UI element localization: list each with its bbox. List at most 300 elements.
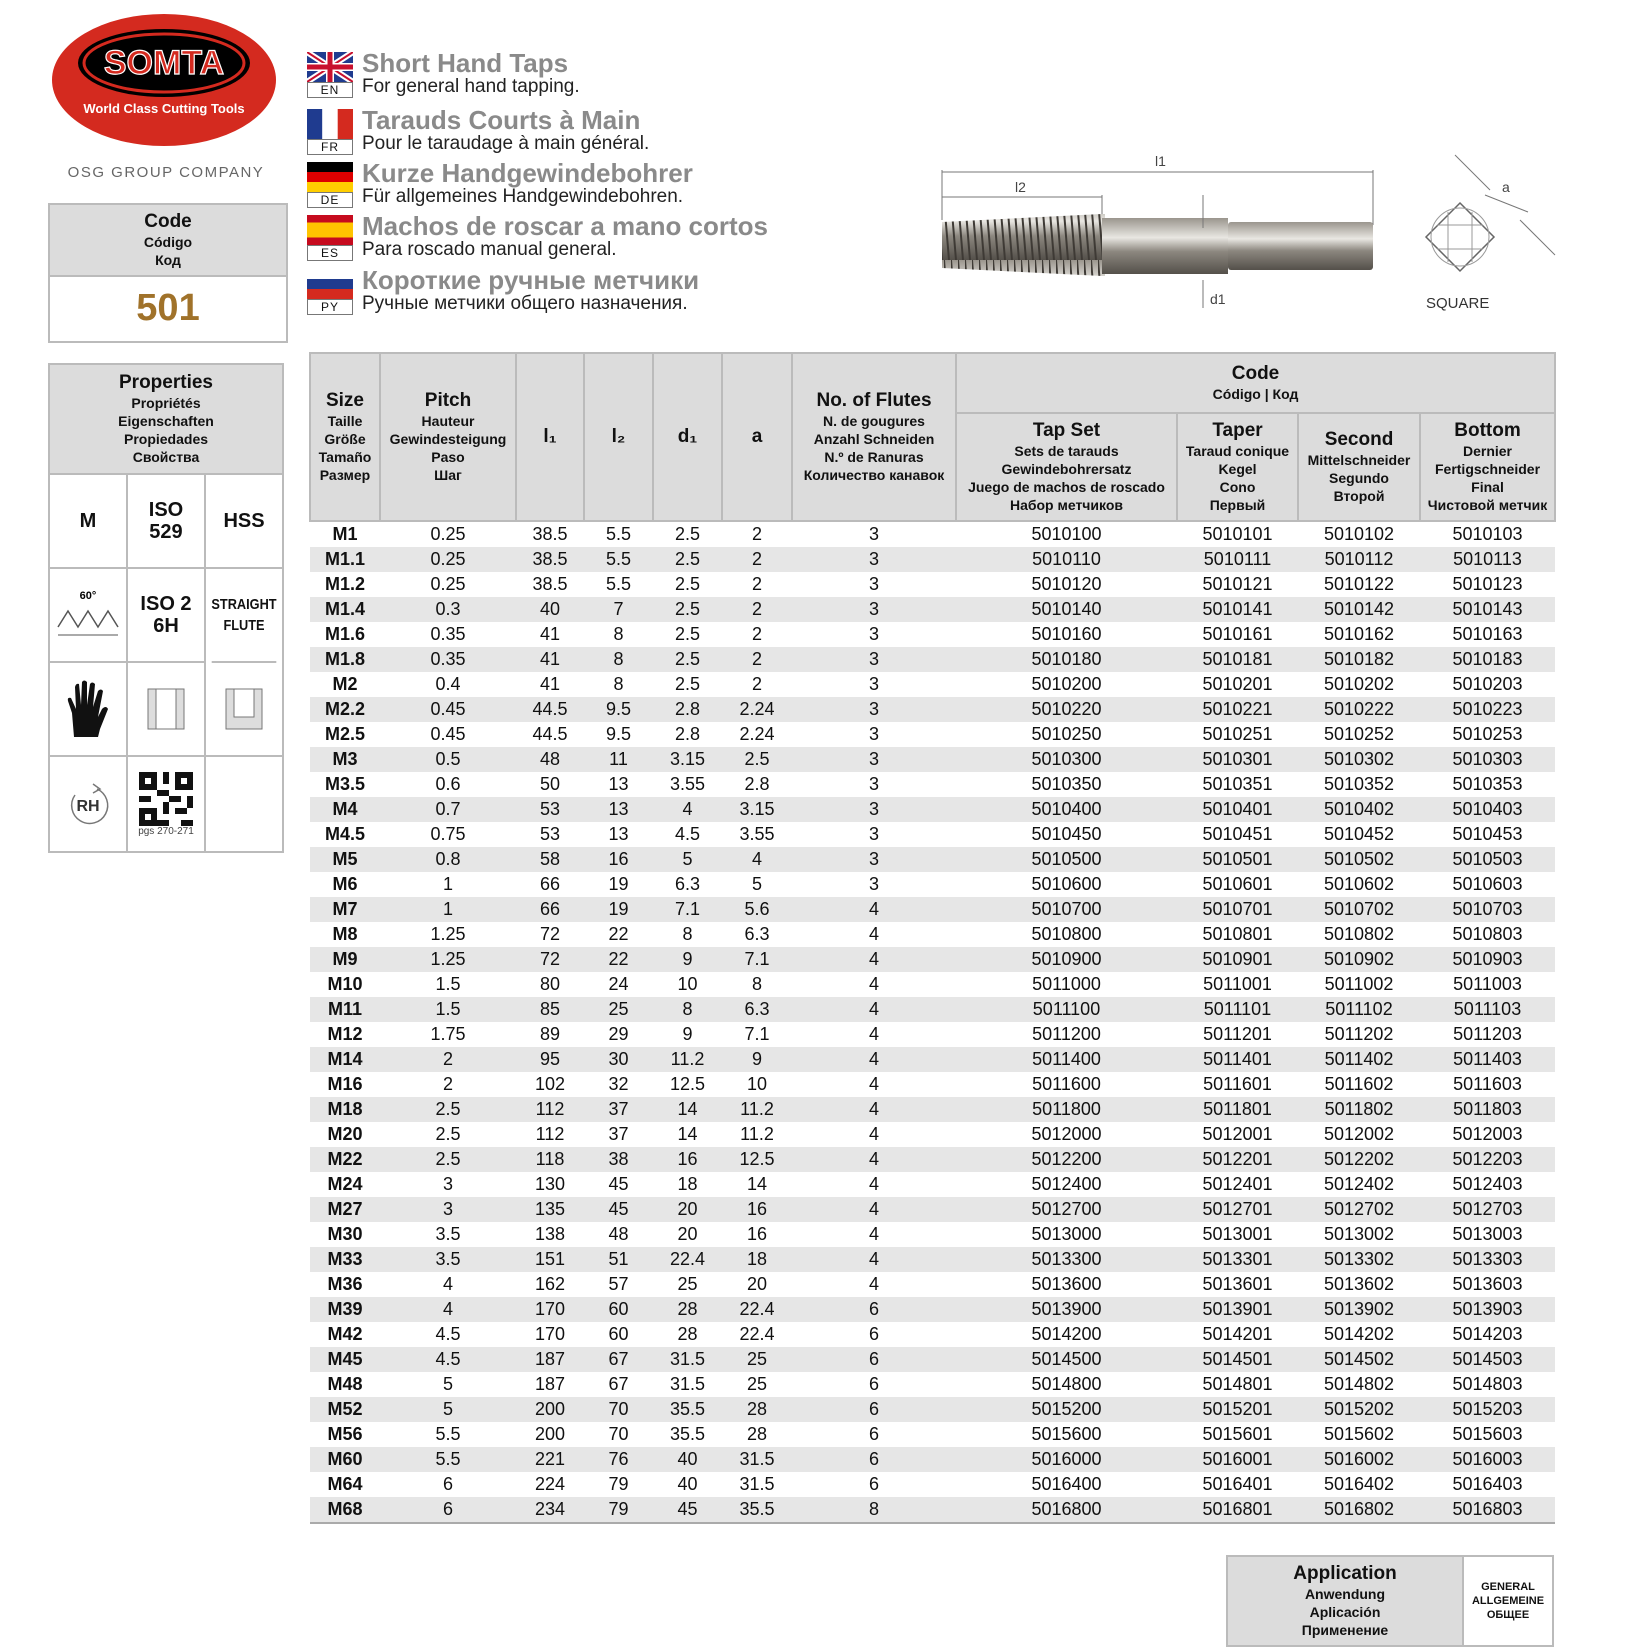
straight-flute-cell bbox=[212, 569, 277, 663]
cell-l1: 102 bbox=[534, 1074, 566, 1094]
cell-tap-set-code: 5010450 bbox=[1031, 824, 1102, 844]
table-row bbox=[310, 1122, 1555, 1147]
cell-d1: 2.5 bbox=[653, 597, 722, 622]
cell-second-code: 5013602 bbox=[1323, 1274, 1395, 1294]
cell-tap-set-code: 5010900 bbox=[956, 947, 1177, 972]
table-row bbox=[310, 1472, 1555, 1497]
cell-bottom-code: 5010103 bbox=[1452, 524, 1523, 544]
cell-l2: 9.5 bbox=[605, 724, 632, 744]
second-header-title: Second bbox=[1324, 429, 1394, 450]
lang-code: EN bbox=[307, 82, 353, 98]
cell-d1: 8 bbox=[653, 997, 722, 1022]
properties-subtitle: Eigenschaften bbox=[118, 413, 214, 429]
subtitle-text: Für allgemeines Handgewindebohren. bbox=[362, 186, 684, 207]
cell-l2: 8 bbox=[613, 624, 624, 644]
cell-taper-code: 5010251 bbox=[1202, 724, 1273, 744]
cell-d1: 10 bbox=[677, 974, 698, 994]
cell-l2: 25 bbox=[584, 997, 653, 1022]
cell-l2: 48 bbox=[608, 1224, 629, 1244]
cell-a: 2 bbox=[722, 547, 792, 572]
cell-second-code: 5010222 bbox=[1298, 697, 1420, 722]
cell-l1: 38.5 bbox=[532, 574, 568, 594]
cell-l1: 95 bbox=[516, 1047, 584, 1072]
l1-header: l₁ bbox=[543, 426, 557, 447]
cell-bottom-code: 5010223 bbox=[1420, 697, 1555, 722]
cell-size: M68 bbox=[310, 1497, 380, 1523]
cell-tap-set-code: 5013000 bbox=[1031, 1224, 1102, 1244]
cell-tap-set-code: 5010700 bbox=[956, 897, 1177, 922]
cell-d1: 20 bbox=[677, 1224, 698, 1244]
iso529-line2: 529 bbox=[149, 521, 183, 543]
cell-taper-code: 5011401 bbox=[1177, 1047, 1298, 1072]
cell-l2: 67 bbox=[584, 1347, 653, 1372]
cell-l2: 70 bbox=[608, 1424, 629, 1444]
cell-a: 22.4 bbox=[739, 1324, 775, 1344]
cell-size: M1 bbox=[332, 524, 358, 544]
cell-l1: 224 bbox=[534, 1474, 566, 1494]
cell-taper-code: 5016801 bbox=[1177, 1497, 1298, 1523]
table-row bbox=[310, 547, 1555, 572]
cell-l2: 13 bbox=[584, 797, 653, 822]
cell-taper-code: 5011601 bbox=[1203, 1074, 1272, 1094]
germany-flag-icon bbox=[307, 162, 353, 192]
cell-l2: 7 bbox=[584, 597, 653, 622]
cell-taper-code: 5010301 bbox=[1177, 747, 1298, 772]
cell-taper-code: 5010801 bbox=[1202, 924, 1273, 944]
specification-table bbox=[309, 352, 1556, 1524]
cell-bottom-code: 5015603 bbox=[1452, 1424, 1523, 1444]
table-row bbox=[310, 1097, 1555, 1122]
cell-flutes: 3 bbox=[868, 874, 879, 894]
subtitle-text: Para roscado manual general. bbox=[362, 239, 617, 260]
hand-use-cell bbox=[50, 663, 128, 757]
cell-l1: 40 bbox=[516, 597, 584, 622]
france-flag-icon bbox=[307, 109, 353, 139]
cell-size: M39 bbox=[310, 1297, 380, 1322]
thread-angle-cell bbox=[50, 569, 128, 663]
cell-a: 12.5 bbox=[722, 1147, 792, 1172]
cell-size: M1.6 bbox=[324, 624, 366, 644]
col-bottom bbox=[1420, 413, 1555, 521]
cell-l1: 170 bbox=[516, 1297, 584, 1322]
cell-pitch: 4.5 bbox=[380, 1347, 516, 1372]
cell-l1: 135 bbox=[516, 1197, 584, 1222]
application-subtitle: Aplicación bbox=[1309, 1604, 1381, 1620]
cell-taper-code: 5012401 bbox=[1202, 1174, 1273, 1194]
col-pitch bbox=[380, 353, 516, 521]
catalog-pages: pgs 270-271 bbox=[138, 825, 194, 837]
right-hand-rotation-icon bbox=[63, 779, 113, 829]
l2-header: l₂ bbox=[611, 426, 626, 447]
cell-second-code: 5011202 bbox=[1324, 1024, 1394, 1044]
cell-pitch: 3 bbox=[442, 1174, 453, 1194]
cell-second-code: 5010902 bbox=[1298, 947, 1420, 972]
cell-flutes: 6 bbox=[792, 1447, 956, 1472]
subtitle-text: Pour le taraudage à main général. bbox=[362, 133, 650, 154]
cell-tap-set-code: 5010300 bbox=[956, 747, 1177, 772]
cell-flutes: 3 bbox=[868, 774, 879, 794]
cell-bottom-code: 5013303 bbox=[1420, 1247, 1555, 1272]
cell-second-code: 5010112 bbox=[1298, 547, 1420, 572]
cell-flutes: 3 bbox=[792, 647, 956, 672]
tapset-header-sub: Набор метчиков bbox=[1009, 497, 1124, 513]
cell-bottom-code: 5010503 bbox=[1420, 847, 1555, 872]
cell-bottom-code: 5011603 bbox=[1453, 1074, 1522, 1094]
cell-tap-set-code: 5012000 bbox=[1031, 1124, 1102, 1144]
cell-l2: 8 bbox=[613, 674, 624, 694]
table-row bbox=[310, 722, 1555, 747]
table-row bbox=[310, 1222, 1555, 1247]
cell-l1: 44.5 bbox=[516, 697, 584, 722]
cell-flutes: 3 bbox=[792, 747, 956, 772]
cell-second-code: 5016402 bbox=[1323, 1474, 1395, 1494]
cell-l2: 30 bbox=[584, 1047, 653, 1072]
table-row bbox=[310, 1272, 1555, 1297]
cell-second-code: 5011802 bbox=[1298, 1097, 1420, 1122]
table-row bbox=[310, 1147, 1555, 1172]
cell-d1: 12.5 bbox=[669, 1074, 706, 1094]
svg-text:World Class Cutting Tools: World Class Cutting Tools bbox=[83, 101, 245, 116]
cell-d1: 3.15 bbox=[653, 747, 722, 772]
table-row bbox=[310, 1397, 1555, 1422]
cell-size: M27 bbox=[310, 1197, 380, 1222]
cell-a: 35.5 bbox=[722, 1497, 792, 1523]
cell-pitch: 1.75 bbox=[430, 1024, 466, 1044]
table-row bbox=[310, 972, 1555, 997]
cell-tap-set-code: 5011400 bbox=[956, 1047, 1177, 1072]
cell-tap-set-code: 5016400 bbox=[1031, 1474, 1102, 1494]
cell-d1: 9 bbox=[653, 947, 722, 972]
cell-l1: 66 bbox=[539, 874, 561, 894]
table-row bbox=[310, 622, 1555, 647]
cell-l2: 70 bbox=[584, 1397, 653, 1422]
cell-d1: 2.5 bbox=[653, 547, 722, 572]
cell-a: 2.5 bbox=[722, 747, 792, 772]
cell-second-code: 5010352 bbox=[1323, 774, 1395, 794]
cell-l1: 80 bbox=[539, 974, 561, 994]
cell-d1: 9 bbox=[682, 1024, 693, 1044]
cell-d1: 7.1 bbox=[653, 897, 722, 922]
blind-hole-icon bbox=[224, 687, 264, 731]
title-ru bbox=[307, 265, 1027, 323]
cell-a: 5 bbox=[751, 874, 762, 894]
cell-d1: 45 bbox=[653, 1497, 722, 1523]
cell-pitch: 5.5 bbox=[435, 1424, 461, 1444]
cell-l1: 187 bbox=[534, 1374, 566, 1394]
cell-a: 2.24 bbox=[739, 724, 775, 744]
cell-second-code: 5013302 bbox=[1298, 1247, 1420, 1272]
table-row bbox=[310, 847, 1555, 872]
taper-header-title: Taper bbox=[1212, 420, 1263, 441]
cell-taper-code: 5011001 bbox=[1203, 974, 1272, 994]
cell-flutes: 4 bbox=[868, 1174, 879, 1194]
cell-l2: 67 bbox=[608, 1374, 629, 1394]
cell-taper-code: 5013301 bbox=[1177, 1247, 1298, 1272]
cell-l2: 24 bbox=[608, 974, 629, 994]
cell-bottom-code: 5012703 bbox=[1420, 1197, 1555, 1222]
cell-tap-set-code: 5012400 bbox=[1031, 1174, 1102, 1194]
cell-flutes: 6 bbox=[868, 1374, 879, 1394]
cell-second-code: 5012702 bbox=[1298, 1197, 1420, 1222]
cell-pitch: 6 bbox=[380, 1497, 516, 1523]
flutes-header-sub: Anzahl Schneiden bbox=[813, 431, 935, 447]
right-hand-cell bbox=[50, 757, 128, 851]
code-box-header bbox=[50, 205, 286, 277]
cell-l2: 60 bbox=[608, 1324, 629, 1344]
cell-d1: 2.5 bbox=[674, 524, 701, 544]
cell-size: M14 bbox=[310, 1047, 380, 1072]
cell-tap-set-code: 5010100 bbox=[1031, 524, 1102, 544]
table-row bbox=[310, 1447, 1555, 1472]
metric-thread-cell: M bbox=[50, 475, 128, 569]
cell-size: M52 bbox=[310, 1397, 380, 1422]
cell-second-code: 5010302 bbox=[1298, 747, 1420, 772]
cell-a: 2 bbox=[751, 524, 762, 544]
title-de bbox=[307, 158, 1027, 216]
cell-d1: 4.5 bbox=[674, 824, 701, 844]
cell-pitch: 2.5 bbox=[435, 1124, 461, 1144]
table-row bbox=[310, 772, 1555, 797]
cell-l1: 200 bbox=[534, 1424, 566, 1444]
cell-pitch: 0.3 bbox=[380, 597, 516, 622]
cell-taper-code: 5010161 bbox=[1202, 624, 1273, 644]
cell-bottom-code: 5011803 bbox=[1420, 1097, 1555, 1122]
subtitle-text: Ручные метчики общего назначения. bbox=[362, 293, 688, 314]
table-row bbox=[310, 1172, 1555, 1197]
title-text: Kurze Handgewindebohrer bbox=[362, 158, 693, 188]
cell-taper-code: 5015601 bbox=[1202, 1424, 1273, 1444]
cell-size: M4 bbox=[310, 797, 380, 822]
cell-pitch: 0.45 bbox=[430, 724, 466, 744]
cell-d1: 2.5 bbox=[653, 647, 722, 672]
cell-taper-code: 5010221 bbox=[1177, 697, 1298, 722]
cell-tap-set-code: 5010800 bbox=[1031, 924, 1102, 944]
taper-header-sub: Kegel bbox=[1218, 461, 1257, 477]
cell-a: 3.15 bbox=[722, 797, 792, 822]
cell-tap-set-code: 5010160 bbox=[1031, 624, 1102, 644]
cell-taper-code: 5011201 bbox=[1203, 1024, 1272, 1044]
cell-l2: 13 bbox=[608, 774, 629, 794]
cell-taper-code: 5012201 bbox=[1177, 1147, 1298, 1172]
table-row bbox=[310, 822, 1555, 847]
cell-d1: 31.5 bbox=[669, 1374, 706, 1394]
cell-size: M16 bbox=[327, 1074, 363, 1094]
cell-bottom-code: 5011003 bbox=[1453, 974, 1522, 994]
cell-pitch: 2 bbox=[380, 1047, 516, 1072]
cell-l2: 37 bbox=[608, 1124, 629, 1144]
col-size bbox=[310, 353, 380, 521]
cell-flutes: 6 bbox=[868, 1324, 879, 1344]
table-row bbox=[310, 597, 1555, 622]
cell-l1: 48 bbox=[516, 747, 584, 772]
cell-d1: 14 bbox=[677, 1124, 698, 1144]
taper-header-sub: Первый bbox=[1209, 497, 1266, 513]
cell-l2: 51 bbox=[584, 1247, 653, 1272]
svg-text:SOMTA: SOMTA bbox=[103, 44, 225, 82]
cell-size: M3 bbox=[310, 747, 380, 772]
code-group-sub: Código | Код bbox=[1212, 386, 1299, 402]
cell-bottom-code: 5010253 bbox=[1452, 724, 1523, 744]
cell-d1: 11.2 bbox=[653, 1047, 722, 1072]
table-row bbox=[310, 1422, 1555, 1447]
cell-bottom-code: 5010703 bbox=[1420, 897, 1555, 922]
empty-cell bbox=[206, 757, 282, 851]
application-box bbox=[1226, 1555, 1554, 1647]
cell-a: 2 bbox=[751, 624, 762, 644]
cell-tap-set-code: 5011200 bbox=[1032, 1024, 1101, 1044]
application-value-en: GENERAL bbox=[1481, 1581, 1535, 1593]
cell-size: M18 bbox=[310, 1097, 380, 1122]
title-en bbox=[307, 48, 1027, 106]
cell-l2: 32 bbox=[608, 1074, 629, 1094]
properties-subtitle: Свойства bbox=[132, 449, 200, 465]
col-d1 bbox=[653, 353, 722, 521]
properties-header bbox=[50, 365, 282, 475]
cell-a: 7.1 bbox=[744, 1024, 770, 1044]
pitch-header-sub: Gewindesteigung bbox=[389, 431, 507, 447]
cell-a: 14 bbox=[746, 1174, 768, 1194]
cell-size: M1.8 bbox=[310, 647, 380, 672]
cell-bottom-code: 5010353 bbox=[1452, 774, 1523, 794]
cell-size: M4.5 bbox=[324, 824, 366, 844]
size-header-sub: Размер bbox=[319, 467, 371, 483]
cell-flutes: 3 bbox=[792, 797, 956, 822]
col-taper bbox=[1177, 413, 1298, 521]
table-row bbox=[310, 1072, 1555, 1097]
cell-flutes: 4 bbox=[792, 1097, 956, 1122]
cell-d1: 28 bbox=[677, 1324, 698, 1344]
pitch-header-sub: Hauteur bbox=[421, 413, 475, 429]
cell-l1: 118 bbox=[516, 1147, 584, 1172]
size-header-title: Size bbox=[325, 390, 365, 411]
cell-taper-code: 5010101 bbox=[1202, 524, 1273, 544]
application-header bbox=[1228, 1557, 1464, 1645]
cell-pitch: 0.35 bbox=[430, 624, 466, 644]
cell-flutes: 4 bbox=[792, 947, 956, 972]
cell-tap-set-code: 5012700 bbox=[956, 1197, 1177, 1222]
square-label: SQUARE bbox=[1426, 295, 1490, 312]
cell-size: M36 bbox=[327, 1274, 363, 1294]
cell-second-code: 5010602 bbox=[1323, 874, 1395, 894]
cell-flutes: 4 bbox=[868, 924, 879, 944]
cell-pitch: 0.35 bbox=[380, 647, 516, 672]
cell-l1: 53 bbox=[539, 824, 561, 844]
cell-a: 25 bbox=[746, 1374, 768, 1394]
cell-tap-set-code: 5016000 bbox=[956, 1447, 1177, 1472]
cell-l1: 89 bbox=[539, 1024, 561, 1044]
cell-d1: 18 bbox=[677, 1174, 698, 1194]
bottom-header-sub: Dernier bbox=[1462, 443, 1513, 459]
cell-size: M33 bbox=[310, 1247, 380, 1272]
cell-second-code: 5010142 bbox=[1298, 597, 1420, 622]
cell-second-code: 5011102 bbox=[1298, 997, 1420, 1022]
cell-second-code: 5010162 bbox=[1323, 624, 1395, 644]
thread-60-icon bbox=[56, 585, 120, 645]
cell-a: 2 bbox=[722, 647, 792, 672]
cell-taper-code: 5016401 bbox=[1202, 1474, 1273, 1494]
cell-d1: 4 bbox=[653, 797, 722, 822]
cell-d1: 25 bbox=[677, 1274, 698, 1294]
cell-l1: 85 bbox=[516, 997, 584, 1022]
cell-d1: 2.8 bbox=[653, 697, 722, 722]
cell-second-code: 5011402 bbox=[1298, 1047, 1420, 1072]
properties-box bbox=[48, 363, 284, 853]
cell-size: M24 bbox=[327, 1174, 363, 1194]
cell-second-code: 5010182 bbox=[1298, 647, 1420, 672]
cell-second-code: 5014802 bbox=[1323, 1374, 1395, 1394]
cell-size: M60 bbox=[310, 1447, 380, 1472]
cell-second-code: 5010502 bbox=[1298, 847, 1420, 872]
cell-a: 16 bbox=[746, 1224, 768, 1244]
flutes-header-title: No. of Flutes bbox=[816, 390, 932, 411]
application-value bbox=[1464, 1557, 1552, 1645]
cell-bottom-code: 5014803 bbox=[1452, 1374, 1523, 1394]
cell-bottom-code: 5010163 bbox=[1452, 624, 1523, 644]
cell-pitch: 0.8 bbox=[380, 847, 516, 872]
flutes-header-sub: N. de gougures bbox=[823, 413, 925, 429]
cell-flutes: 4 bbox=[792, 1147, 956, 1172]
cell-bottom-code: 5015203 bbox=[1420, 1397, 1555, 1422]
cell-second-code: 5010802 bbox=[1323, 924, 1395, 944]
cell-bottom-code: 5014503 bbox=[1420, 1347, 1555, 1372]
cell-taper-code: 5010701 bbox=[1177, 897, 1298, 922]
cell-l1: 38.5 bbox=[532, 524, 568, 544]
cell-size: M42 bbox=[327, 1324, 363, 1344]
cell-d1: 40 bbox=[677, 1474, 698, 1494]
cell-d1: 5 bbox=[653, 847, 722, 872]
cell-bottom-code: 5010203 bbox=[1452, 674, 1523, 694]
cell-l2: 22 bbox=[584, 947, 653, 972]
cell-pitch: 4.5 bbox=[435, 1324, 461, 1344]
cell-size: M30 bbox=[327, 1224, 363, 1244]
cell-flutes: 4 bbox=[792, 1047, 956, 1072]
cell-second-code: 5012002 bbox=[1323, 1124, 1395, 1144]
cell-l1: 151 bbox=[516, 1247, 584, 1272]
code-box bbox=[48, 203, 288, 343]
cell-pitch: 1.25 bbox=[380, 947, 516, 972]
table-row bbox=[310, 572, 1555, 597]
cell-d1: 3.55 bbox=[669, 774, 706, 794]
cell-l1: 38.5 bbox=[516, 547, 584, 572]
cell-second-code: 5010252 bbox=[1323, 724, 1395, 744]
cell-size: M5 bbox=[310, 847, 380, 872]
somta-logo bbox=[46, 8, 286, 156]
cell-size: M20 bbox=[327, 1124, 363, 1144]
cell-d1: 14 bbox=[653, 1097, 722, 1122]
cell-d1: 35.5 bbox=[653, 1397, 722, 1422]
cell-l2: 45 bbox=[584, 1197, 653, 1222]
cell-second-code: 5012402 bbox=[1323, 1174, 1395, 1194]
cell-l1: 41 bbox=[539, 624, 561, 644]
cell-flutes: 4 bbox=[792, 897, 956, 922]
code-value: 501 bbox=[136, 287, 200, 329]
table-row bbox=[310, 1297, 1555, 1322]
cell-tap-set-code: 5012200 bbox=[956, 1147, 1177, 1172]
table-row bbox=[310, 997, 1555, 1022]
cell-size: M3.5 bbox=[324, 774, 366, 794]
cell-l1: 130 bbox=[534, 1174, 566, 1194]
cell-taper-code: 5010601 bbox=[1202, 874, 1273, 894]
cell-flutes: 4 bbox=[868, 1274, 879, 1294]
cell-taper-code: 5013901 bbox=[1177, 1297, 1298, 1322]
table-row bbox=[310, 647, 1555, 672]
cell-a: 9 bbox=[722, 1047, 792, 1072]
cell-taper-code: 5013601 bbox=[1202, 1274, 1273, 1294]
cell-second-code: 5010122 bbox=[1323, 574, 1395, 594]
properties-title: Properties bbox=[119, 372, 213, 393]
table-row bbox=[310, 1322, 1555, 1347]
pitch-header-title: Pitch bbox=[424, 390, 472, 411]
